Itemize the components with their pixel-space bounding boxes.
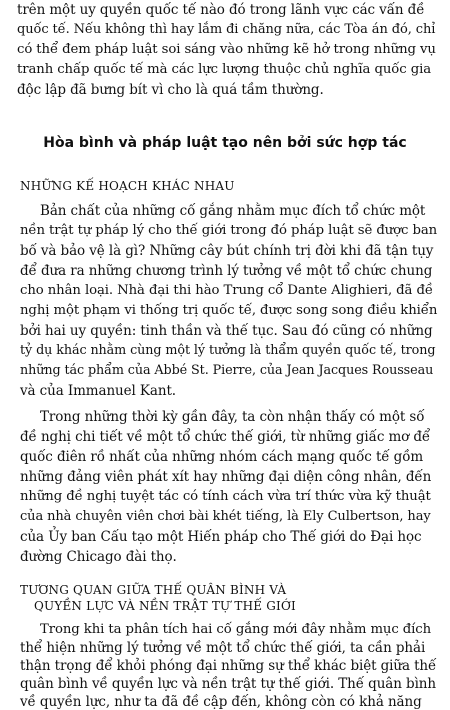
text-line: về quyền lực, như ta đã đề cập đến, không còn có khả năng (20, 694, 422, 710)
text-line: và của Immanuel Kant. (20, 383, 176, 399)
text-line: thể hiện những lý tưởng về một tổ chức thế giới, ta cần phải (20, 640, 426, 656)
text-line: đề nghị chi tiết về một tổ chức thế giới, từ những giấc mơ để (20, 429, 431, 445)
text-line: bởi hai uy quyền: tinh thần và thế tục. Sau đó cũng có những (20, 323, 433, 339)
subsection-title: QUYỀN LỰC VÀ NỀN TRẬT TỰ THẾ GIỚI (34, 599, 296, 613)
text-line: quân bình về quyền lực và nền trật tự thế giới. Thế quân bình (20, 676, 436, 692)
text-line: nghị một phạm vi thống trị quốc tế, được song song điều khiển (20, 303, 438, 318)
subsection-title: NHỮNG KẾ HOẠCH KHÁC NHAU (20, 179, 235, 193)
text-line: quốc tế. Nếu không thì hay lắm đi chăng nữa, các Tòa án đó, chỉ (17, 22, 436, 37)
subsection-title: TƯƠNG QUAN GIỮA THẾ QUÂN BÌNH VÀ (20, 583, 287, 597)
text-line: tranh chấp quốc tế mà các lực lượng thuộc chủ nghĩa quốc gia (17, 62, 432, 77)
text-line: bố và bảo vệ là gì? Những cây bút chính trị đời khi đã tận tụy (20, 243, 434, 259)
text-line: những đề nghị tuyệt tác có tính cách vừa trí thức vừa kỹ thuật (20, 489, 431, 504)
text-line: của Ủy ban Cấu tạo một Hiến pháp cho Thế giới do Đại học (20, 529, 422, 545)
text-line: trên một uy quyền quốc tế nào đó trong lãnh vực các vấn đề (17, 2, 425, 18)
text-line: Trong những thời kỳ gần đây, ta còn nhận thấy có một số (40, 409, 425, 425)
text-line: đường Chicago đài thọ. (20, 549, 177, 565)
text-line: có thể đem pháp luật soi sáng vào những kẽ hở trong những vụ (17, 42, 436, 57)
text-line: độc lập đã bưng bít vì cho là quá tầm thường. (17, 82, 324, 98)
section-heading: Hòa bình và pháp luật tạo nên bởi sức hợp tác (43, 135, 407, 151)
text-line: Trong khi ta phân tích hai cố gắng mới đây nhằm mục đích (40, 622, 432, 637)
text-line: những đảng viên phát xít hay những đại diện công nhân, đến (20, 469, 432, 485)
text-line: nền trật tự pháp lý cho thế giới trong đó pháp luật sẽ được ban (20, 223, 438, 238)
text-line: Bản chất của những cố gắng nhằm mục đích tổ chức một (40, 203, 426, 219)
text-line: của nhà chuyên viên chơi bài khét tiếng, là Ely Culbertson, hay (20, 509, 431, 524)
text-line: tỷ dụ khác nhằm cùng một lý tưởng là thẩm quyền quốc tế, trong (20, 343, 436, 358)
text-line: quốc điên rồ nhất của những nhóm cách mạng quốc tế gồm (20, 449, 424, 465)
text-line: cho nhân loại. Nhà đại thi hào Trung cổ Dante Alighieri, đã đề (20, 283, 433, 298)
text-line: thận trọng để khỏi phóng đại những sự thể khác biệt giữa thế (20, 658, 437, 674)
text-line: để đưa ra những chương trình lý tưởng về một tổ chức chung (20, 263, 433, 279)
text-line: những tác phẩm của Abbé St. Pierre, của Jean Jacques Rousseau (20, 363, 434, 378)
